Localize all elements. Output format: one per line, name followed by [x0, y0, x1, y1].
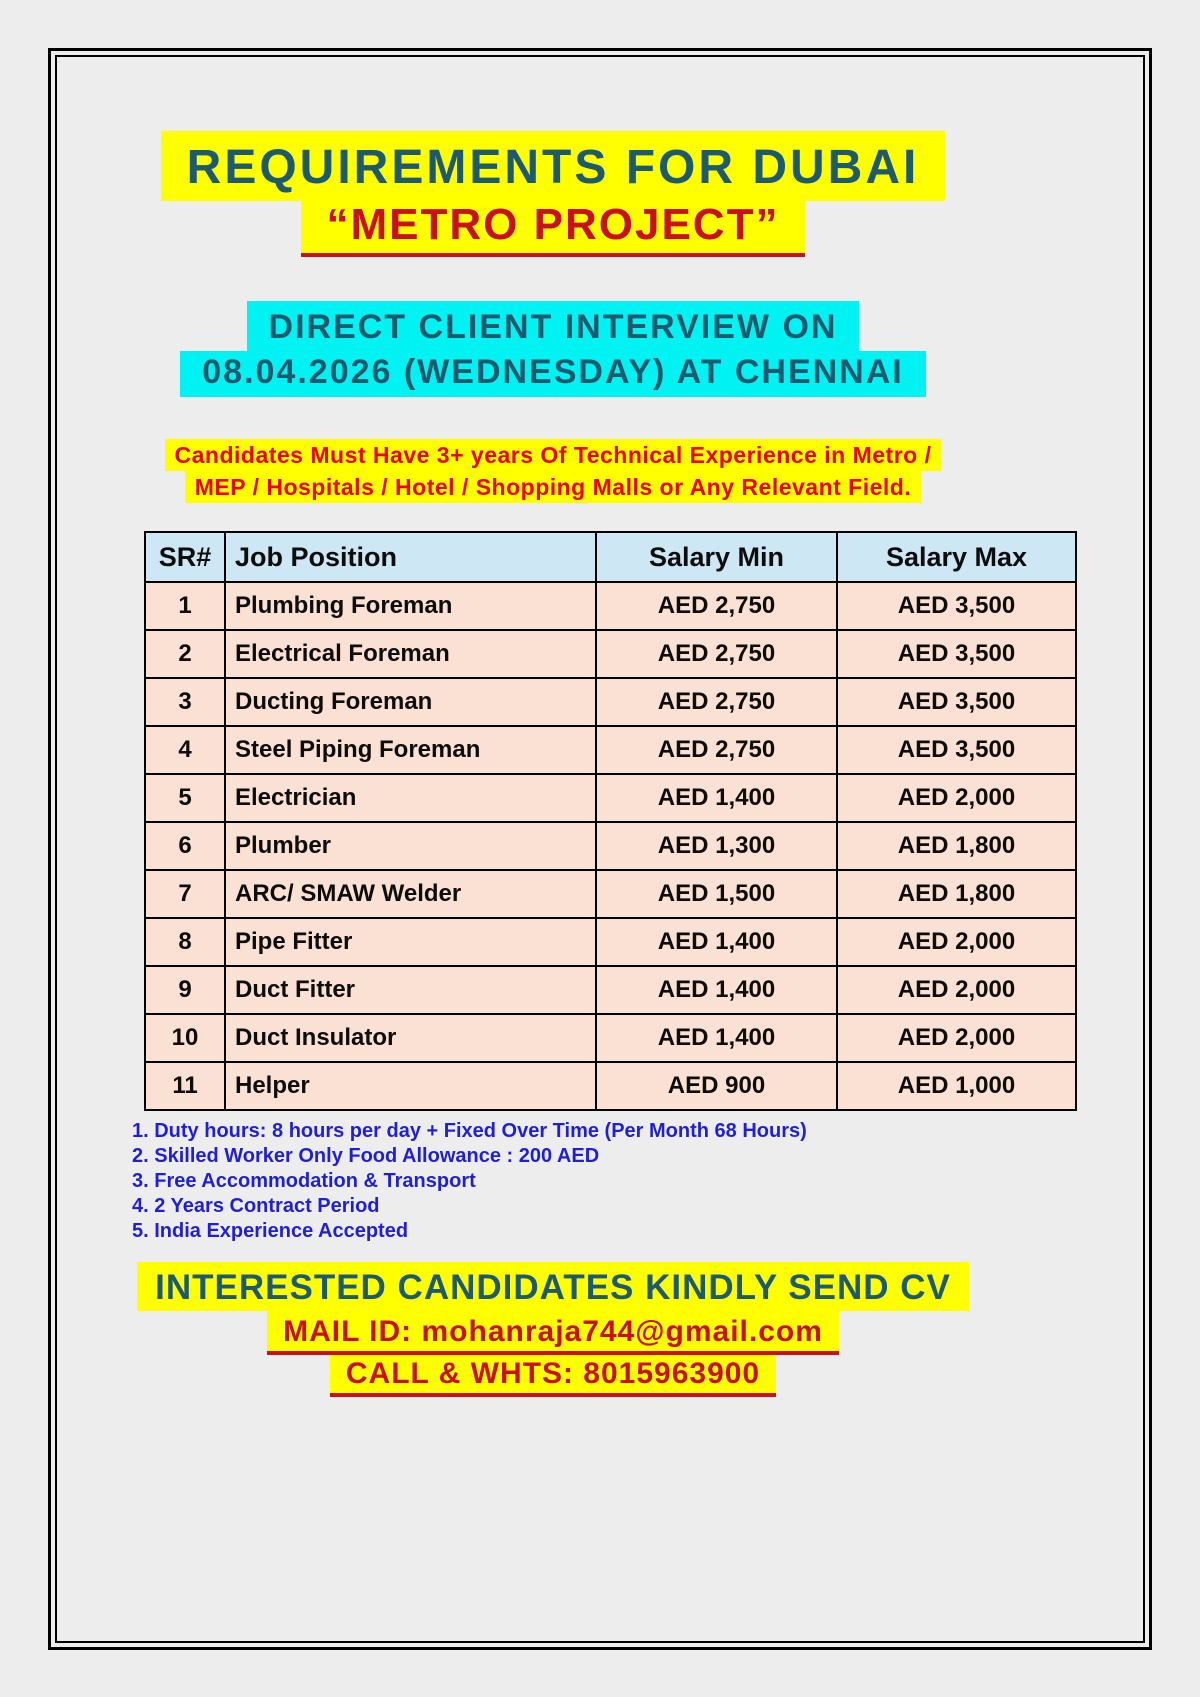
salary-min-cell: AED 900	[596, 1062, 837, 1110]
sr-cell: 9	[145, 966, 225, 1014]
note-item: 5. India Experience Accepted	[132, 1220, 409, 1242]
salary-min-cell: AED 2,750	[596, 678, 837, 726]
salary-min-cell: AED 1,500	[596, 870, 837, 918]
sr-cell: 10	[145, 1014, 225, 1062]
salary-max-cell: AED 2,000	[837, 918, 1076, 966]
job-position-cell: Ducting Foreman	[225, 678, 596, 726]
salary-max-cell: AED 3,500	[837, 582, 1076, 630]
experience-note-line2: MEP / Hospitals / Hotel / Shopping Malls or Any Relevant Field.	[185, 471, 922, 503]
note-item: 1. Duty hours: 8 hours per day + Fixed Over Time (Per Month 68 Hours)	[132, 1120, 807, 1142]
job-position-cell: Pipe Fitter	[225, 918, 596, 966]
sr-cell: 8	[145, 918, 225, 966]
table-row	[145, 822, 1076, 870]
job-position-cell: Plumbing Foreman	[225, 582, 596, 630]
poster-subtitle: “METRO PROJECT”	[301, 201, 806, 257]
interview-date-line: 08.04.2026 (WEDNESDAY) AT CHENNAI	[180, 351, 925, 397]
salary-min-cell: AED 1,400	[596, 918, 837, 966]
job-position-cell: Plumber	[225, 822, 596, 870]
sr-cell: 5	[145, 774, 225, 822]
table-header-row	[145, 532, 1076, 582]
salary-min-cell: AED 2,750	[596, 726, 837, 774]
note-item: 2. Skilled Worker Only Food Allowance : 200 AED	[132, 1145, 600, 1167]
note-item: 3. Free Accommodation & Transport	[132, 1170, 476, 1192]
salary-min-cell: AED 1,400	[596, 966, 837, 1014]
sr-cell: 1	[145, 582, 225, 630]
sr-cell: 6	[145, 822, 225, 870]
salary-max-cell: AED 2,000	[837, 1014, 1076, 1062]
subtitle-row	[57, 201, 1049, 257]
header-salary-max: Salary Max	[837, 532, 1076, 582]
mail-link[interactable]: MAIL ID: mohanraja744@gmail.com	[267, 1311, 839, 1355]
sr-cell: 11	[145, 1062, 225, 1110]
job-position-cell: Helper	[225, 1062, 596, 1110]
header-sr: SR#	[145, 532, 225, 582]
table-row	[145, 678, 1076, 726]
salary-table-body	[145, 582, 1076, 1110]
job-position-cell: Duct Insulator	[225, 1014, 596, 1062]
salary-max-cell: AED 1,800	[837, 870, 1076, 918]
table-row	[145, 918, 1076, 966]
salary-min-cell: AED 1,300	[596, 822, 837, 870]
table-row	[145, 966, 1076, 1014]
poster-inner-border	[55, 55, 1145, 1643]
salary-min-cell: AED 2,750	[596, 582, 837, 630]
poster-content	[57, 57, 1143, 1641]
salary-max-cell: AED 2,000	[837, 966, 1076, 1014]
job-position-cell: Electrical Foreman	[225, 630, 596, 678]
salary-max-cell: AED 1,000	[837, 1062, 1076, 1110]
poster-title: REQUIREMENTS FOR DUBAI	[161, 131, 946, 201]
job-position-cell: Electrician	[225, 774, 596, 822]
phone-link[interactable]: CALL & WHTS: 8015963900	[330, 1355, 776, 1397]
salary-max-cell: AED 3,500	[837, 630, 1076, 678]
salary-min-cell: AED 1,400	[596, 774, 837, 822]
experience-note-block	[57, 439, 1049, 503]
sr-cell: 2	[145, 630, 225, 678]
sr-cell: 3	[145, 678, 225, 726]
interview-block	[57, 301, 1049, 397]
interview-line1: DIRECT CLIENT INTERVIEW ON	[247, 301, 860, 351]
job-position-cell: ARC/ SMAW Welder	[225, 870, 596, 918]
job-position-cell: Duct Fitter	[225, 966, 596, 1014]
footer-block	[57, 1262, 1049, 1397]
header-job-position: Job Position	[225, 532, 596, 582]
salary-max-cell: AED 3,500	[837, 726, 1076, 774]
table-row	[145, 726, 1076, 774]
job-position-cell: Steel Piping Foreman	[225, 726, 596, 774]
note-item: 4. 2 Years Contract Period	[132, 1195, 380, 1217]
table-row	[145, 630, 1076, 678]
notes-list	[132, 1119, 1049, 1244]
cta-text: INTERESTED CANDIDATES KINDLY SEND CV	[137, 1262, 969, 1311]
salary-max-cell: AED 2,000	[837, 774, 1076, 822]
title-row	[57, 131, 1049, 201]
salary-min-cell: AED 1,400	[596, 1014, 837, 1062]
poster-outer-border	[48, 48, 1152, 1650]
table-row	[145, 870, 1076, 918]
table-row	[145, 1062, 1076, 1110]
salary-max-cell: AED 1,800	[837, 822, 1076, 870]
table-row	[145, 774, 1076, 822]
sr-cell: 4	[145, 726, 225, 774]
header-salary-min: Salary Min	[596, 532, 837, 582]
salary-table	[144, 531, 1077, 1111]
salary-max-cell: AED 3,500	[837, 678, 1076, 726]
table-row	[145, 582, 1076, 630]
experience-note-line1: Candidates Must Have 3+ years Of Technical Experience in Metro /	[165, 439, 942, 471]
salary-min-cell: AED 2,750	[596, 630, 837, 678]
table-row	[145, 1014, 1076, 1062]
sr-cell: 7	[145, 870, 225, 918]
